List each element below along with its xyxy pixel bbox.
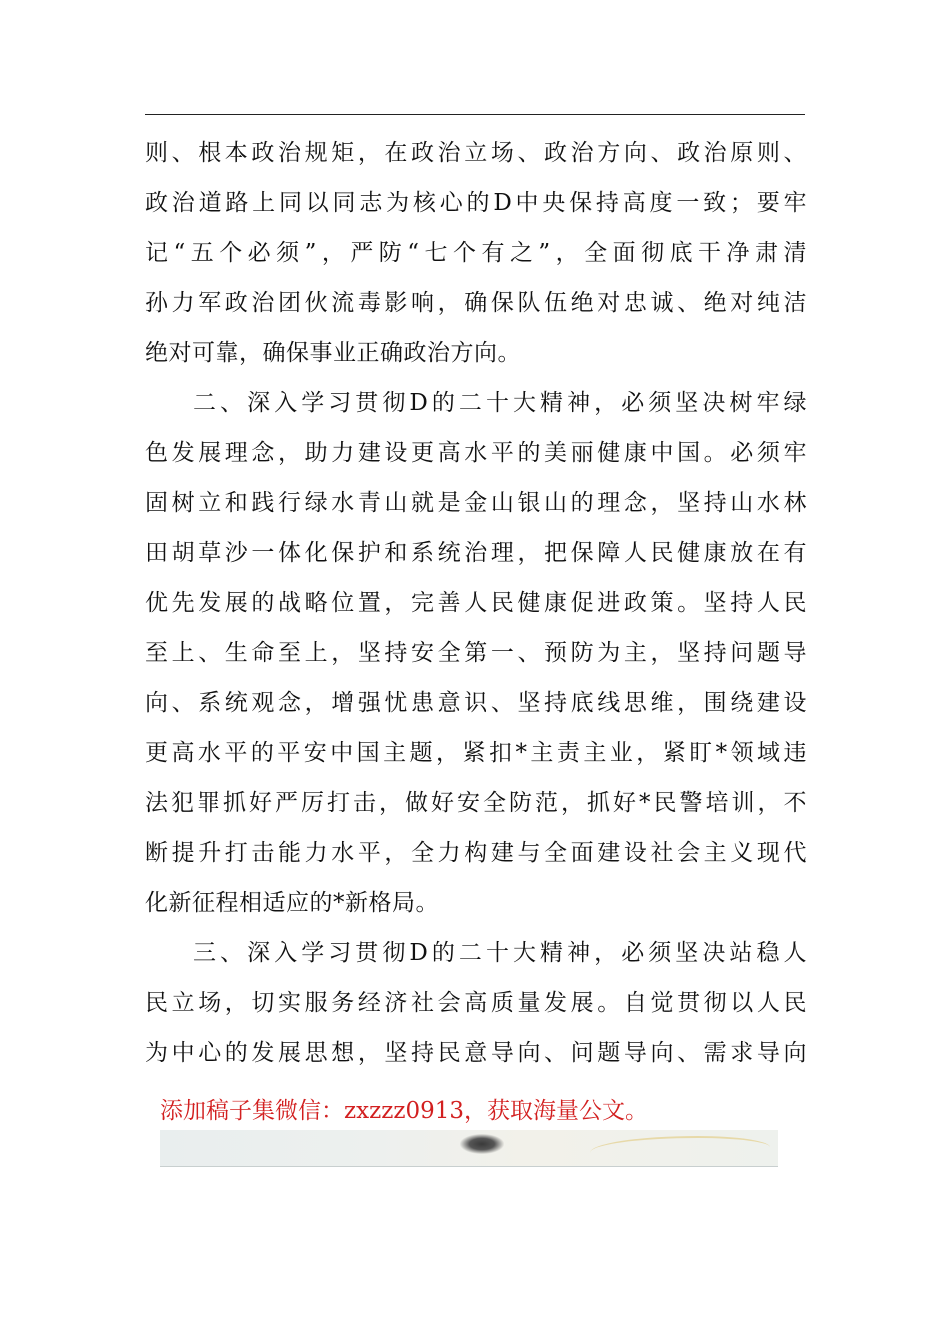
ink-blot-decoration <box>460 1134 504 1154</box>
text-line: 向、系统观念，增强忧患意识、坚持底线思维，围绕建设 <box>145 690 807 716</box>
document-body <box>145 128 807 1078</box>
text-line: 田胡草沙一体化保护和系统治理，把保障人民健康放在有 <box>145 540 807 566</box>
text-line: 断提升打击能力水平，全力构建与全面建设社会主义现代 <box>145 840 807 866</box>
text-line: 为中心的发展思想，坚持民意导向、问题导向、需求导向 <box>145 1040 807 1066</box>
text-line: 固树立和践行绿水青山就是金山银山的理念，坚持山水林 <box>145 490 807 516</box>
text-line: 法犯罪抓好严厉打击，做好安全防范，抓好*民警培训，不 <box>145 790 807 816</box>
text-line: 孙力军政治团伙流毒影响，确保队伍绝对忠诚、绝对纯洁 <box>145 290 807 316</box>
text-line: 政治道路上同以同志为核心的D中央保持高度一致；要牢 <box>145 190 807 216</box>
curve-decoration <box>590 1136 770 1164</box>
text-line: 则、根本政治规矩，在政治立场、政治方向、政治原则、 <box>145 140 807 166</box>
text-line: 民立场，切实服务经济社会高质量发展。自觉贯彻以人民 <box>145 990 807 1016</box>
text-line: 记“五个必须”，严防“七个有之”，全面彻底干净肃清 <box>145 240 807 266</box>
text-line: 绝对可靠，确保事业正确政治方向。 <box>145 340 521 366</box>
text-line: 至上、生命至上，坚持安全第一、预防为主，坚持问题导 <box>145 640 807 666</box>
paragraph-two-start: 二、深入学习贯彻D的二十大精神，必须坚决树牢绿 <box>193 390 807 416</box>
text-line: 优先发展的战略位置，完善人民健康促进政策。坚持人民 <box>145 590 807 616</box>
promo-text: 添加稿子集微信：zxzzz0913，获取海量公文。 <box>160 1098 648 1124</box>
text-line: 化新征程相适应的*新格局。 <box>145 890 439 916</box>
paragraph-three-start: 三、深入学习贯彻D的二十大精神，必须坚决站稳人 <box>193 940 807 966</box>
header-rule <box>145 114 805 115</box>
decorative-banner <box>160 1130 778 1167</box>
text-line: 色发展理念，助力建设更高水平的美丽健康中国。必须牢 <box>145 440 807 466</box>
text-line: 更高水平的平安中国主题，紧扣*主责主业，紧盯*领域违 <box>145 740 807 766</box>
